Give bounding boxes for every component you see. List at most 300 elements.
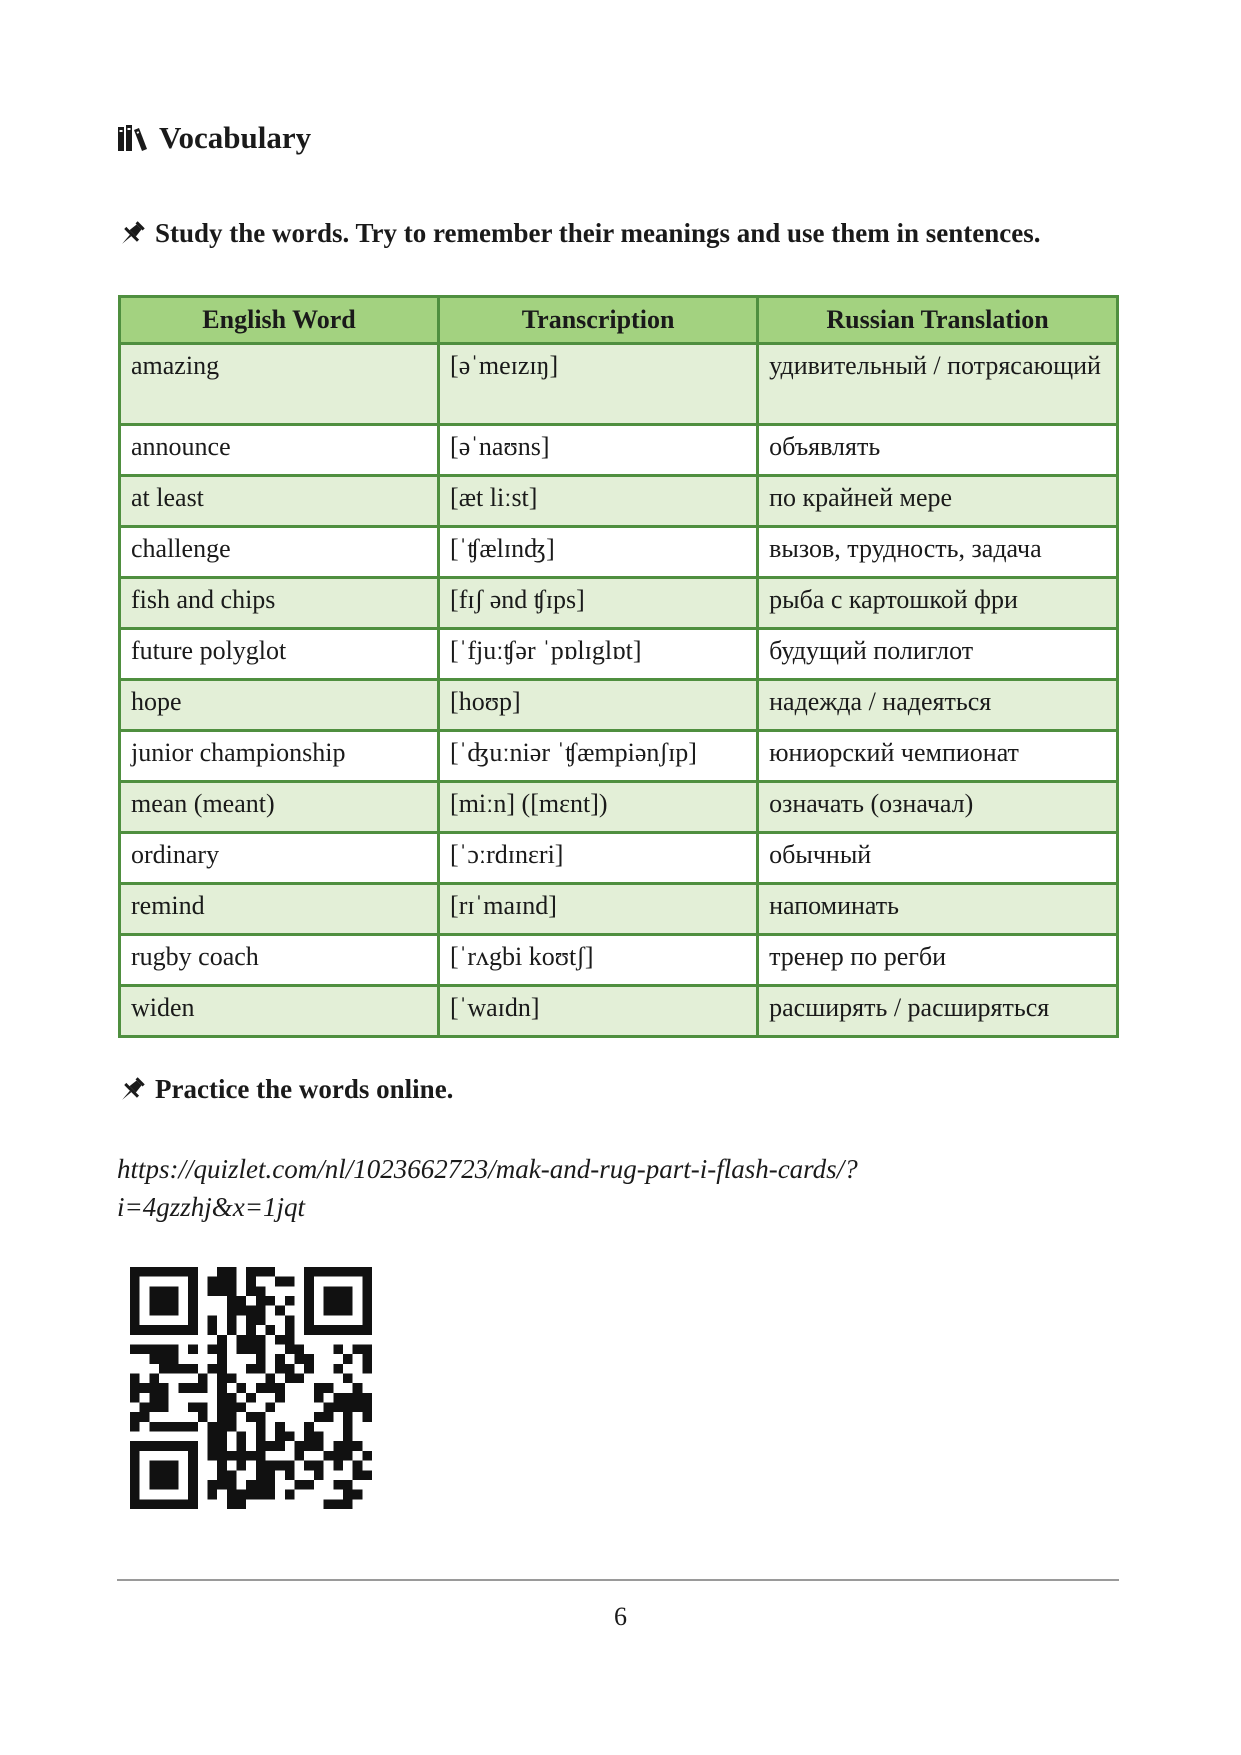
qr-module [333,1403,343,1413]
qr-module [217,1335,227,1345]
cell-translation: рыба с картошкой фри [758,578,1118,629]
qr-module [246,1451,256,1461]
qr-module [169,1354,179,1364]
qr-module [149,1461,159,1471]
qr-module [130,1393,140,1403]
qr-module [266,1267,276,1277]
pushpin-icon [117,219,147,249]
qr-module [324,1306,334,1316]
table-row [120,578,1118,629]
qr-module [236,1344,246,1354]
qr-module [256,1490,266,1500]
qr-module [149,1499,159,1509]
qr-module [362,1393,372,1403]
cell-translation: вызов, трудность, задача [758,527,1118,578]
header-english-word: English Word [120,297,439,344]
qr-module [285,1432,295,1442]
qr-module [324,1383,334,1393]
cell-transcription: [əˈnaʊns] [439,425,758,476]
qr-module [130,1267,140,1277]
qr-module [188,1306,198,1316]
qr-module [246,1277,256,1287]
qr-module [362,1296,372,1306]
qr-module [285,1344,295,1354]
qr-module [188,1315,198,1325]
qr-module [159,1422,169,1432]
qr-module [227,1277,237,1287]
qr-module [275,1422,285,1432]
cell-transcription: [ˈfjuːʧər ˈpɒlɪglɒt] [439,629,758,680]
qr-module [130,1451,140,1461]
qr-module [159,1296,169,1306]
qr-module [304,1296,314,1306]
qr-module [266,1461,276,1471]
qr-module [304,1325,314,1335]
qr-module [246,1267,256,1277]
qr-module [130,1441,140,1451]
qr-module [217,1480,227,1490]
cell-transcription: [miːn] ([mɛnt]) [439,782,758,833]
qr-module [343,1325,353,1335]
qr-module [275,1335,285,1345]
qr-module [304,1286,314,1296]
qr-module [149,1403,159,1413]
qr-module [343,1267,353,1277]
qr-module [333,1267,343,1277]
qr-module [207,1325,217,1335]
cell-word: junior championship [120,731,439,782]
qr-module [217,1277,227,1287]
qr-module [295,1451,305,1461]
qr-module [188,1441,198,1451]
qr-module [149,1296,159,1306]
qr-module [256,1451,266,1461]
qr-module [285,1490,295,1500]
qr-module [169,1344,179,1354]
qr-module [207,1286,217,1296]
qr-module [130,1412,140,1422]
qr-module [207,1422,217,1432]
qr-module [130,1277,140,1287]
cell-word: remind [120,884,439,935]
qr-module [256,1335,266,1345]
qr-module [159,1480,169,1490]
qr-module [149,1354,159,1364]
qr-module [149,1480,159,1490]
cell-word: hope [120,680,439,731]
qr-module [207,1451,217,1461]
qr-module [256,1461,266,1471]
quizlet-link[interactable]: https://quizlet.com/nl/1023662723/mak-and-rug-part-i-flash-cards/?i=4gzzhj&x=1jqt [117,1154,858,1222]
qr-module [149,1306,159,1316]
qr-module [343,1499,353,1509]
qr-module [362,1412,372,1422]
cell-translation: напоминать [758,884,1118,935]
qr-module [324,1499,334,1509]
qr-module [130,1383,140,1393]
qr-module [178,1499,188,1509]
qr-module [343,1490,353,1500]
qr-module [227,1412,237,1422]
qr-module [285,1315,295,1325]
qr-module [256,1296,266,1306]
table-row [120,344,1118,425]
qr-module [353,1403,363,1413]
qr-module [304,1364,314,1374]
study-instruction-text: Study the words. Try to remember their meanings and use them in sentences. [155,218,1041,248]
qr-module [217,1286,227,1296]
cell-transcription: [ˈrʌgbi koʊtʃ] [439,935,758,986]
qr-module [227,1315,237,1325]
cell-translation: обычный [758,833,1118,884]
qr-module [343,1451,353,1461]
qr-module [149,1441,159,1451]
qr-module [169,1480,179,1490]
qr-module [130,1296,140,1306]
qr-module [198,1403,208,1413]
qr-module [275,1277,285,1287]
qr-module [314,1267,324,1277]
qr-module [140,1267,150,1277]
cell-word: announce [120,425,439,476]
table-row [120,986,1118,1037]
qr-module [140,1412,150,1422]
qr-module [149,1344,159,1354]
qr-module [333,1480,343,1490]
qr-module [207,1364,217,1374]
qr-module [159,1325,169,1335]
qr-module [275,1432,285,1442]
qr-module [246,1480,256,1490]
qr-module [236,1296,246,1306]
qr-module [227,1373,237,1383]
qr-module [169,1499,179,1509]
cell-word: rugby coach [120,935,439,986]
qr-module [188,1480,198,1490]
table-row [120,629,1118,680]
qr-module [188,1490,198,1500]
qr-module [188,1451,198,1461]
qr-module [295,1373,305,1383]
qr-module [159,1403,169,1413]
cell-transcription: [əˈmeɪzɪŋ] [439,344,758,425]
cell-word: ordinary [120,833,439,884]
qr-module [275,1354,285,1364]
qr-module [188,1364,198,1374]
qr-module [169,1461,179,1471]
qr-module [159,1383,169,1393]
qr-module [362,1286,372,1296]
qr-module [236,1335,246,1345]
qr-module [159,1306,169,1316]
qr-module [362,1403,372,1413]
qr-module [324,1403,334,1413]
qr-module [362,1451,372,1461]
qr-module [266,1325,276,1335]
qr-module [169,1306,179,1316]
cell-transcription: [ˈɔːrdɪnɛri] [439,833,758,884]
qr-module [217,1364,227,1374]
qr-module [178,1441,188,1451]
qr-module [198,1373,208,1383]
qr-module [353,1441,363,1451]
qr-module [256,1267,266,1277]
qr-module [188,1325,198,1335]
qr-module [362,1325,372,1335]
qr-module [362,1470,372,1480]
qr-module [159,1499,169,1509]
qr-module [333,1344,343,1354]
qr-module [333,1461,343,1471]
qr-module [333,1325,343,1335]
qr-module [266,1403,276,1413]
table-row [120,935,1118,986]
qr-module [217,1354,227,1364]
qr-module [217,1393,227,1403]
qr-module [217,1422,227,1432]
qr-module [169,1470,179,1480]
qr-module [227,1403,237,1413]
qr-module [314,1432,324,1442]
qr-module [227,1267,237,1277]
cell-translation: удивительный / потрясающий [758,344,1118,425]
qr-module [314,1393,324,1403]
qr-module [227,1296,237,1306]
qr-module [324,1325,334,1335]
qr-module [217,1432,227,1442]
qr-module [217,1441,227,1451]
qr-module [324,1296,334,1306]
cell-word: mean (meant) [120,782,439,833]
qr-module [256,1354,266,1364]
qr-module [188,1383,198,1393]
qr-module [275,1461,285,1471]
table-row [120,731,1118,782]
qr-module [343,1306,353,1316]
table-row [120,527,1118,578]
cell-word: fish and chips [120,578,439,629]
pushpin-icon [117,1075,147,1105]
qr-module [246,1286,256,1296]
qr-module [324,1286,334,1296]
study-instruction [117,218,1041,249]
qr-module [169,1286,179,1296]
qr-module [246,1364,256,1374]
cell-transcription: [rɪˈmaɪnd] [439,884,758,935]
qr-module [198,1412,208,1422]
qr-module [130,1315,140,1325]
qr-module [188,1344,198,1354]
qr-module [178,1364,188,1374]
qr-module [188,1403,198,1413]
qr-module [314,1461,324,1471]
qr-module [246,1335,256,1345]
qr-module [314,1383,324,1393]
qr-module [246,1306,256,1316]
qr-module [188,1286,198,1296]
qr-module [295,1344,305,1354]
qr-module [169,1325,179,1335]
qr-module [227,1422,237,1432]
table-row [120,425,1118,476]
qr-module [130,1325,140,1335]
qr-module [169,1267,179,1277]
qr-module [169,1441,179,1451]
qr-module [207,1432,217,1442]
cell-translation: расширять / расширяться [758,986,1118,1037]
qr-module [343,1354,353,1364]
cell-translation: тренер по регби [758,935,1118,986]
qr-module [266,1383,276,1393]
qr-module [217,1403,227,1413]
qr-module [130,1499,140,1509]
qr-module [314,1441,324,1451]
qr-module [159,1393,169,1403]
section-title: Vocabulary [159,120,312,155]
qr-module [227,1325,237,1335]
qr-module [188,1422,198,1432]
qr-module [227,1499,237,1509]
cell-translation: по крайней мере [758,476,1118,527]
qr-module [362,1364,372,1374]
qr-module [217,1461,227,1471]
cell-transcription: [hoʊp] [439,680,758,731]
cell-translation: будущий полиглот [758,629,1118,680]
qr-module [324,1451,334,1461]
qr-module [285,1296,295,1306]
qr-module [353,1490,363,1500]
qr-module [256,1412,266,1422]
practice-instruction-text: Practice the words online. [155,1074,454,1104]
qr-module [188,1267,198,1277]
qr-module [285,1277,295,1287]
qr-module [333,1296,343,1306]
qr-module [140,1383,150,1393]
qr-module [324,1267,334,1277]
qr-module [217,1344,227,1354]
qr-module [333,1393,343,1403]
table-row [120,884,1118,935]
qr-module [266,1490,276,1500]
footer-divider [117,1579,1119,1581]
qr-module [236,1383,246,1393]
qr-module [207,1315,217,1325]
qr-module [256,1480,266,1490]
cell-translation: объявлять [758,425,1118,476]
qr-module [285,1364,295,1374]
qr-module [353,1344,363,1354]
qr-module [140,1325,150,1335]
qr-module [304,1432,314,1442]
qr-module [188,1277,198,1287]
qr-module [149,1422,159,1432]
qr-module [178,1325,188,1335]
qr-module [130,1344,140,1354]
qr-module [169,1364,179,1374]
qr-module [343,1286,353,1296]
page-number: 6 [614,1602,627,1631]
qr-module [256,1364,266,1374]
qr-module [343,1403,353,1413]
cell-translation: надежда / надеяться [758,680,1118,731]
cell-translation: означать (означал) [758,782,1118,833]
qr-module [343,1480,353,1490]
qr-module [236,1499,246,1509]
qr-module [353,1470,363,1480]
qr-module [353,1383,363,1393]
qr-module [217,1383,227,1393]
qr-module [304,1441,314,1451]
qr-module [149,1267,159,1277]
qr-module [188,1499,198,1509]
qr-module [149,1383,159,1393]
qr-module [275,1441,285,1451]
qr-module [362,1354,372,1364]
qr-module [236,1451,246,1461]
qr-module [130,1286,140,1296]
qr-module [362,1344,372,1354]
qr-module [362,1267,372,1277]
qr-module [236,1306,246,1316]
qr-module [130,1306,140,1316]
qr-module [188,1470,198,1480]
qr-module [149,1286,159,1296]
qr-module [169,1296,179,1306]
qr-module [178,1267,188,1277]
qr-module [227,1306,237,1316]
qr-module [353,1461,363,1471]
qr-module [256,1470,266,1480]
qr-module [256,1286,266,1296]
qr-module [333,1441,343,1451]
cell-transcription: [ˈʤuːniər ˈʧæmpiənʃɪp] [439,731,758,782]
qr-module [353,1267,363,1277]
cell-word: at least [120,476,439,527]
qr-module [236,1432,246,1442]
table-header-row [120,297,1118,344]
header-russian-translation: Russian Translation [758,297,1118,344]
qr-module [246,1315,256,1325]
qr-module [314,1412,324,1422]
qr-module [256,1432,266,1442]
qr-module [304,1354,314,1364]
qr-module [343,1412,353,1422]
qr-code[interactable] [130,1267,372,1509]
qr-module [362,1315,372,1325]
qr-module [227,1480,237,1490]
qr-module [178,1422,188,1432]
cell-word: future polyglot [120,629,439,680]
table-row [120,476,1118,527]
table-row [120,782,1118,833]
qr-module [236,1490,246,1500]
qr-module [256,1422,266,1432]
qr-module [207,1490,217,1500]
cell-word: amazing [120,344,439,425]
qr-module [256,1383,266,1393]
qr-module [362,1306,372,1316]
qr-module [266,1480,276,1490]
qr-module [256,1344,266,1354]
qr-module [246,1393,256,1403]
qr-module [217,1373,227,1383]
qr-module [266,1296,276,1306]
qr-module [266,1441,276,1451]
qr-module [140,1441,150,1451]
cell-transcription: [ˈwaɪdn] [439,986,758,1037]
qr-module [333,1306,343,1316]
qr-module [227,1286,237,1296]
